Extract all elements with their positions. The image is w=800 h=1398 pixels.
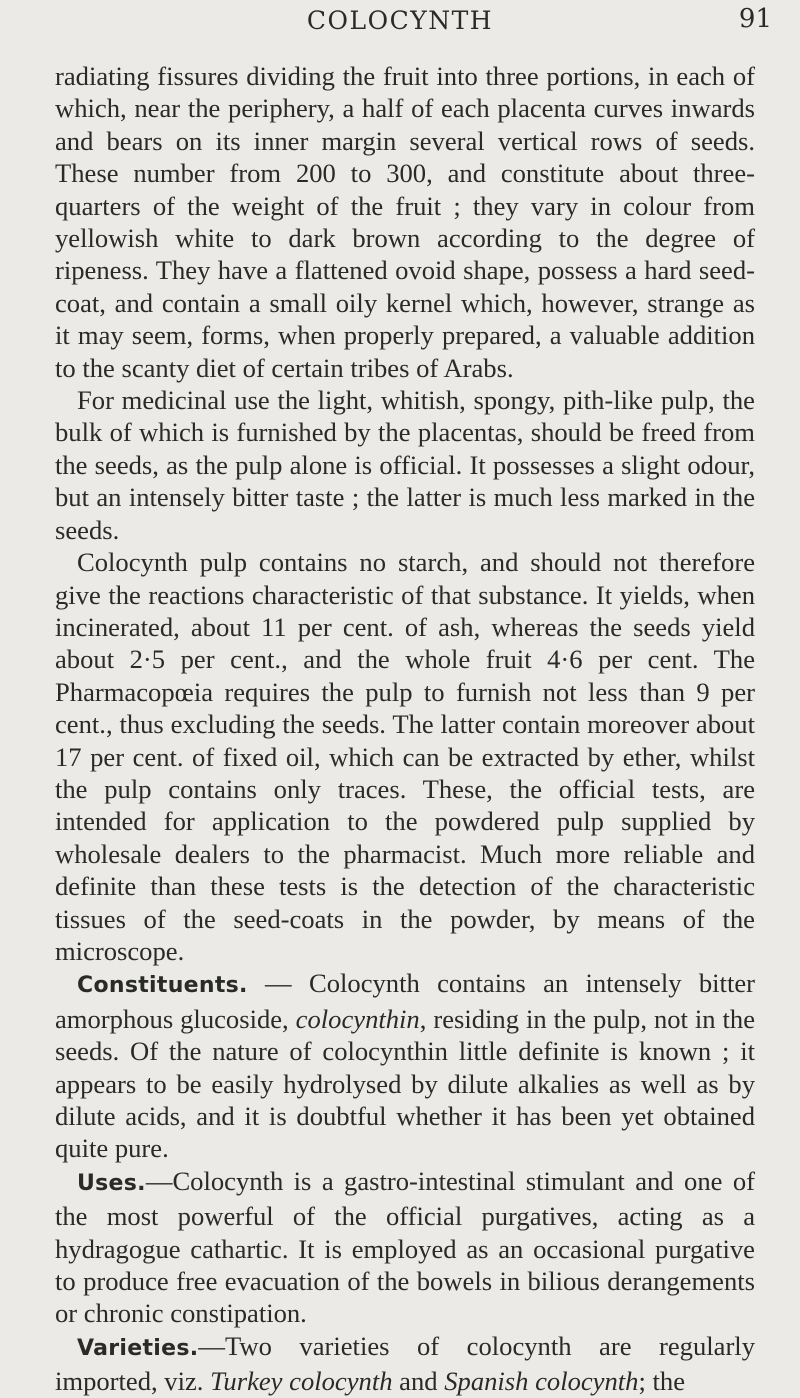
constituents-text-after: , residing in the pulp, not in the seeds. Of the nature of colocynthin little definite is known ; it appears to be easily hydrolysed by dilute alkalies as well as by dilute acids, and it is doubtful whether it has been yet obtained quite pure. bbox=[55, 1003, 756, 1164]
spanish-colocynth-term: Spanish colocynth bbox=[444, 1366, 639, 1397]
running-head: COLOCYNTH bbox=[306, 6, 494, 35]
constituents-text-before: — Colocynth contains an intensely bitter amorphous glucoside, bbox=[55, 968, 755, 1034]
varieties-text-after: ; the bbox=[638, 1366, 685, 1397]
colocynthin-term: colocynthin bbox=[295, 1003, 420, 1034]
paragraph-seeds: radiating fissures dividing the fruit into three portions, in each of which, near the periphery, a half of each placenta curves inwards and bears on its inner margin several vertical rows of seeds. These number from 200 to 300, and constitute about three-quarters of the weight of the fruit ; they vary in colour from yellowish white to dark brown according to the degree of ripeness. They have a flattened ovoid shape, possess a hard seed-coat, and contain a small oily kernel which, however, strange as it may seem, forms, when properly prepared, a valuable addition to the scanty diet of certain tribes of Arabs. bbox=[55, 61, 755, 383]
turkey-colocynth-term: Turkey colocynth bbox=[210, 1366, 393, 1397]
varieties-heading: Varieties. bbox=[77, 1335, 199, 1361]
paragraph-varieties bbox=[55, 1330, 755, 1398]
paragraph-uses bbox=[55, 1165, 755, 1330]
uses-text: —Colocynth is a gastro-intestinal stimulant and one of the most powerful of the official purgatives, acting as a hydragogue cathartic. It is employed as an occasional purgative to produce free evacuation of the bowels in bilious derangements or chronic constipation. bbox=[55, 1165, 755, 1329]
paragraph-medicinal-use: For medicinal use the light, whitish, spongy, pith-like pulp, the bulk of which is furnished by the placentas, should be freed from the seeds, as the pulp alone is official. It possesses a slight odour, but an intensely bitter taste ; the latter is much less marked in the seeds. bbox=[55, 385, 755, 545]
varieties-text-before: —Two varieties of colocynth are regularly imported, viz. bbox=[55, 1330, 755, 1397]
varieties-text-middle: and bbox=[392, 1366, 445, 1397]
page-header bbox=[0, 4, 800, 42]
body-text bbox=[55, 60, 755, 1398]
paragraph-pulp-tests: Colocynth pulp contains no starch, and should not therefore give the reactions characteristic of that substance. It yields, when incinerated, about 11 per cent. of ash, whereas the seeds yield about 2·5 per cent., and the whole fruit 4·6 per cent. The Pharmacopœia requires the pulp to furnish not less than 9 per cent., thus excluding the seeds. The latter contain moreover about 17 per cent. of fixed oil, which can be extracted by ether, whilst the pulp contains only traces. These, the official tests, are intended for application to the powdered pulp supplied by wholesale dealers to the pharmacist. Much more reliable and definite than these tests is the detection of the characteristic tissues of the seed-coats in the powder, by means of the microscope. bbox=[55, 547, 755, 966]
page-number: 91 bbox=[738, 4, 772, 34]
paragraph-constituents bbox=[55, 967, 755, 1164]
uses-heading: Uses. bbox=[77, 1170, 146, 1196]
constituents-heading: Constituents. bbox=[77, 973, 248, 999]
